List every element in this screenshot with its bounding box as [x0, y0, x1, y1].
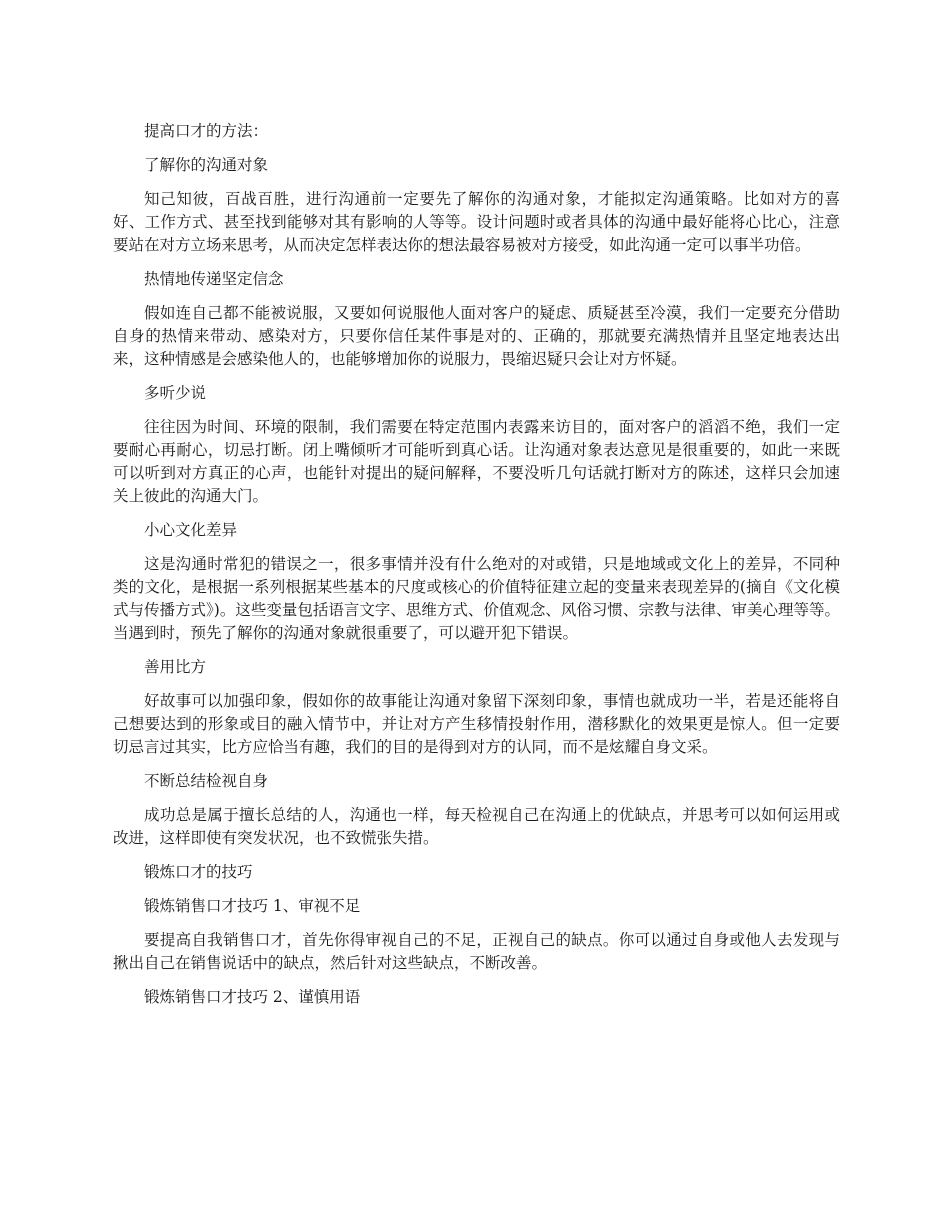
- section-heading: 善用比方: [144, 658, 207, 676]
- section-heading: 热情地传递坚定信念: [144, 270, 284, 288]
- section-heading: 小心文化差异: [144, 521, 238, 539]
- paragraph: 要提高自我销售口才，首先你得审视自己的不足，正视自己的缺点。你可以通过自身或他人去发现与揪出自己在销售说话中的缺点，然后针对这些缺点，不断改善。: [113, 931, 840, 972]
- paragraph: 好故事可以加强印象，假如你的故事能让沟通对象留下深刻印象，事情也就成功一半，若是还能将自己想要达到的形象或目的融入情节中，并让对方产生移情投射作用，潜移默化的效果更是惊人。但一定要切忌言过其实，比方应恰当有趣，我们的目的是得到对方的认同，而不是炫耀自身文采。: [113, 692, 840, 756]
- paragraph: 这是沟通时常犯的错误之一，很多事情并没有什么绝对的对或错，只是地域或文化上的差异，不同种类的文化，是根据一系列根据某些基本的尺度或核心的价值特征建立起的变量来表现差异的(摘自《文化模式与传播方式》)。这些变量包括语言文字、思维方式、价值观念、风俗习惯、宗教与法律、审美心理等等。当遇到时，预先了解你的沟通对象就很重要了，可以避开犯下错误。: [113, 555, 840, 642]
- section-heading: 多听少说: [144, 384, 207, 402]
- paragraph: 成功总是属于擅长总结的人，沟通也一样，每天检视自己在沟通上的优缺点，并思考可以如何运用或改进，这样即使有突发状况，也不致慌张失措。: [113, 806, 840, 847]
- document-body: [113, 120, 840, 1020]
- section-heading: 不断总结检视自身: [144, 772, 269, 790]
- section-heading: 锻炼口才的技巧: [144, 863, 253, 881]
- section-heading: 锻炼销售口才技巧 1、审视不足: [144, 897, 361, 915]
- section-heading: 锻炼销售口才技巧 2、谨慎用语: [144, 988, 361, 1006]
- paragraph: 往往因为时间、环境的限制，我们需要在特定范围内表露来访目的，面对客户的滔滔不绝，我们一定要耐心再耐心，切忌打断。闭上嘴倾听才可能听到真心话。让沟通对象表达意见是很重要的，如此一来既可以听到对方真正的心声，也能针对提出的疑问解释，不要没听几句话就打断对方的陈述，这样只会加速关上彼此的沟通大门。: [113, 418, 840, 505]
- section-heading: 了解你的沟通对象: [144, 156, 269, 174]
- paragraph: 知己知彼，百战百胜，进行沟通前一定要先了解你的沟通对象，才能拟定沟通策略。比如对方的喜好、工作方式、甚至找到能够对其有影响的人等等。设计问题时或者具体的沟通中最好能将心比心，注意要站在对方立场来思考，从而决定怎样表达你的想法最容易被对方接受，如此沟通一定可以事半功倍。: [113, 190, 840, 254]
- paragraph: 假如连自己都不能被说服，又要如何说服他人面对客户的疑虑、质疑甚至冷漠，我们一定要充分借助自身的热情来带动、感染对方，只要你信任某件事是对的、正确的，那就要充满热情并且坚定地表达出来，这种情感是会感染他人的，也能够增加你的说服力，畏缩迟疑只会让对方怀疑。: [113, 304, 840, 368]
- section-heading: 提高口才的方法：: [144, 122, 269, 140]
